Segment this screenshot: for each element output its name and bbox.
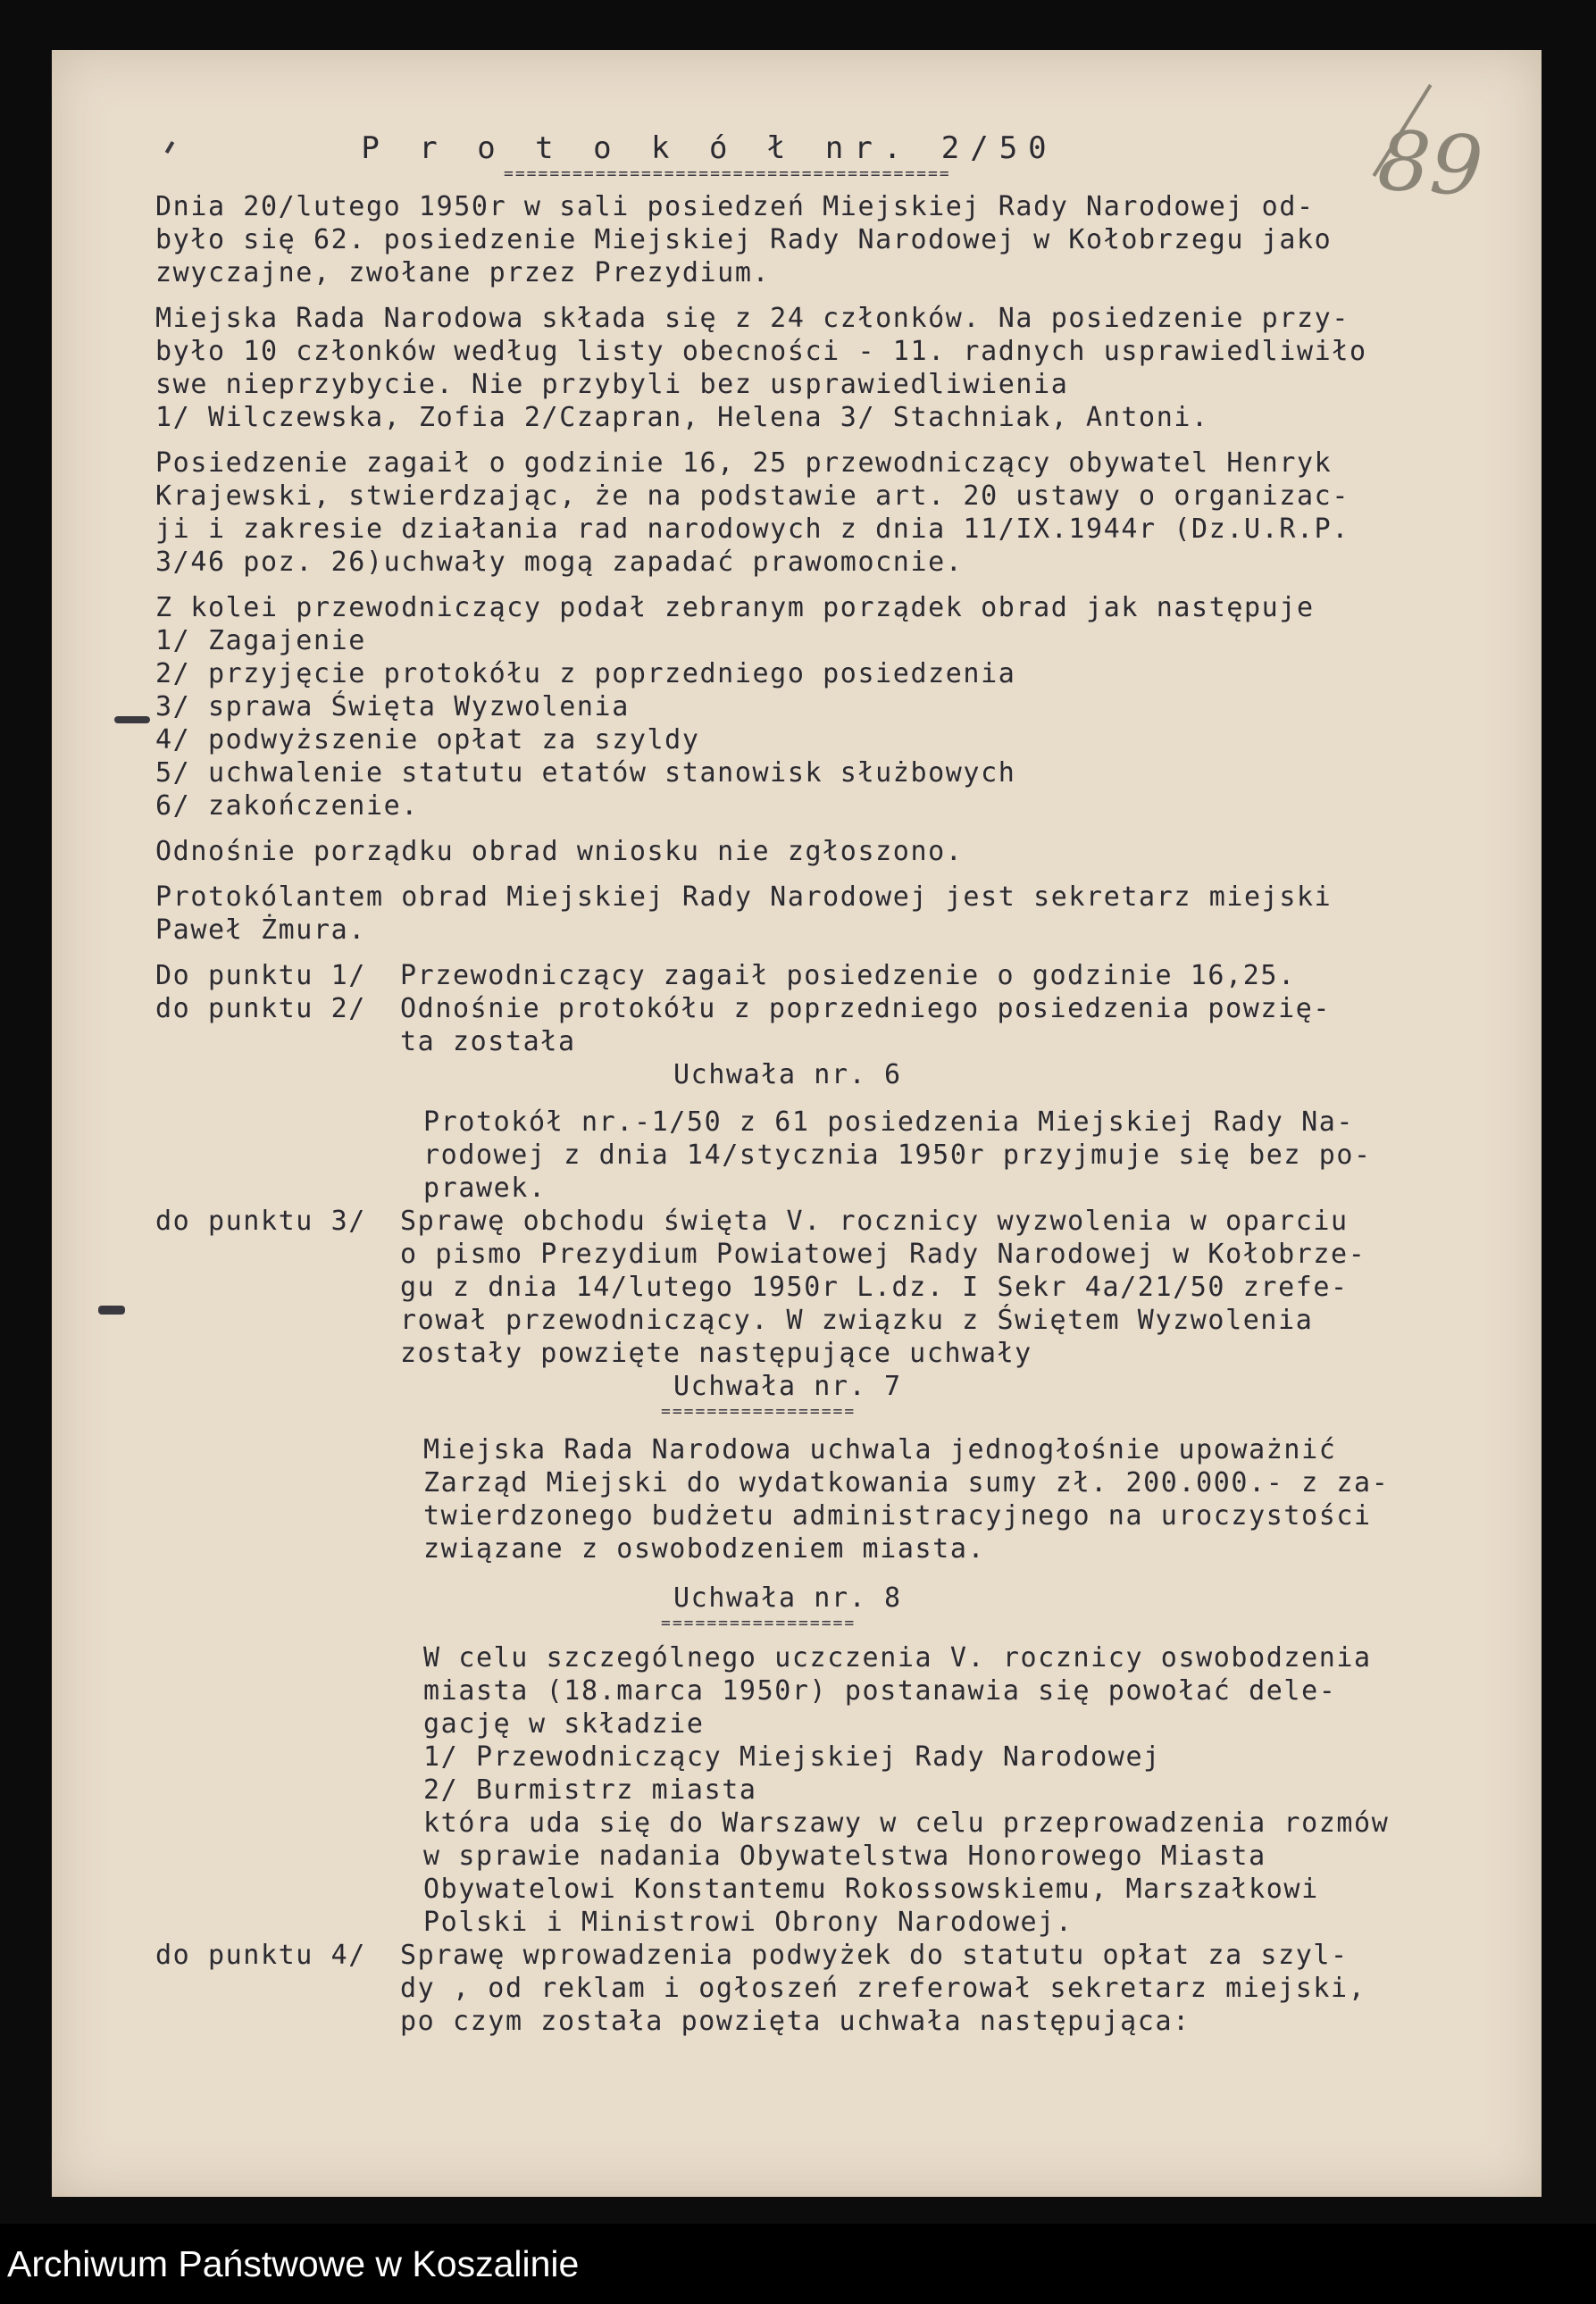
- text-line: 6/ zakończenie.: [155, 790, 419, 822]
- archive-name: Archiwum Państwowe w Koszalinie: [7, 2243, 580, 2284]
- recorder-paragraph: [155, 881, 1495, 947]
- point-text: [400, 1205, 1366, 1370]
- text-line: prawek.: [423, 1173, 547, 1204]
- document-body: [155, 132, 1495, 2038]
- text-line: Obywatelowi Konstantemu Rokossowskiemu, Marszałkowi: [423, 1874, 1319, 1905]
- text-line: 3/46 poz. 26)uchwały mogą zapadać prawomocnie.: [155, 547, 964, 578]
- resolution-8-text: [155, 1641, 1495, 1939]
- resolution-8-underline: =================: [661, 1615, 856, 1632]
- agenda-note-text: Odnośnie porządku obrad wniosku nie zgłoszono.: [155, 836, 964, 867]
- text-line: było się 62. posiedzenie Miejskiej Rady Narodowej w Kołobrzegu jako: [155, 224, 1333, 255]
- text-line: W celu szczególnego uczczenia V. rocznicy oswobodzenia: [423, 1642, 1372, 1674]
- text-line: gację w składzie: [423, 1708, 705, 1740]
- intro-paragraph: [155, 190, 1495, 289]
- text-line: 1/ Wilczewska, Zofia 2/Czapran, Helena 3/ Stachniak, Antoni.: [155, 402, 1209, 433]
- text-line: Paweł Żmura.: [155, 914, 366, 946]
- text-line: rował przewodniczący. W związku z Świętem Wyzwolenia: [400, 1305, 1314, 1336]
- document-title: P r o t o k ó ł nr. 2/50: [361, 130, 1057, 166]
- point-text: [400, 1939, 1366, 2038]
- point-3: [155, 1205, 1495, 1370]
- text-line: ji i zakresie działania rad narodowych z dnia 11/IX.1944r (Dz.U.R.P.: [155, 513, 1349, 545]
- text-line: w sprawie nadania Obywatelstwa Honorowego Miasta: [423, 1841, 1266, 1872]
- text-line: 2/ przyjęcie protokółu z poprzedniego posiedzenia: [155, 658, 1016, 689]
- text-line: Polski i Ministrowi Obrony Narodowej.: [423, 1907, 1074, 1938]
- resolution-8-heading: Uchwała nr. 8: [673, 1582, 902, 1614]
- text-line: miasta (18.marca 1950r) postanawia się powołać dele-: [423, 1675, 1337, 1707]
- text-line: Posiedzenie zagaił o godzinie 16, 25 przewodniczący obywatel Henryk: [155, 447, 1333, 479]
- text-line: Dnia 20/lutego 1950r w sali posiedzeń Miejskiej Rady Narodowej od-: [155, 191, 1315, 222]
- text-line: o pismo Prezydium Powiatowej Rady Narodowej w Kołobrze-: [400, 1239, 1366, 1270]
- text-line: 1/ Zagajenie: [155, 625, 366, 656]
- text-line: Odnośnie protokółu z poprzedniego posiedzenia powzię-: [400, 993, 1332, 1024]
- title-underline: =======================================: [504, 165, 951, 183]
- margin-dash-mark: [114, 716, 150, 723]
- text-line: było 10 członków według listy obecności - 11. radnych usprawiedliwiło: [155, 336, 1367, 367]
- text-line: 5/ uchwalenie statutu etatów stanowisk służbowych: [155, 757, 1016, 789]
- resolution-7-text: [155, 1433, 1495, 1565]
- point-label: do punktu 2/: [155, 993, 366, 1024]
- resolution-7-heading: Uchwała nr. 7: [673, 1371, 902, 1402]
- text-line: 1/ Przewodniczący Miejskiej Rady Narodowej: [423, 1741, 1161, 1773]
- point-label: do punktu 3/: [155, 1206, 366, 1237]
- text-line: Krajewski, stwierdzając, że na podstawie art. 20 ustawy o organizac-: [155, 480, 1349, 512]
- text-line: która uda się do Warszawy w celu przeprowadzenia rozmów: [423, 1807, 1390, 1839]
- text-line: 2/ Burmistrz miasta: [423, 1774, 757, 1806]
- members-paragraph: [155, 302, 1495, 434]
- point-label: Do punktu 1/: [155, 960, 366, 991]
- point-1: [155, 959, 1495, 992]
- text-line: zwyczajne, zwołane przez Prezydium.: [155, 257, 771, 288]
- text-line: rodowej z dnia 14/stycznia 1950r przyjmuje się bez po-: [423, 1139, 1372, 1171]
- point-text: [400, 959, 1296, 992]
- text-line: zostały powzięte następujące uchwały: [400, 1338, 1032, 1369]
- text-line: Miejska Rada Narodowa składa się z 24 członków. Na posiedzenie przy-: [155, 303, 1349, 334]
- text-line: Przewodniczący zagaił posiedzenie o godzinie 16,25.: [400, 960, 1296, 991]
- text-line: Zarząd Miejski do wydatkowania sumy zł. 200.000.- z za-: [423, 1467, 1390, 1498]
- opening-paragraph: [155, 447, 1495, 579]
- text-line: Miejska Rada Narodowa uchwala jednogłośnie upoważnić: [423, 1434, 1337, 1465]
- agenda-note: [155, 835, 1495, 868]
- point-2: [155, 992, 1495, 1058]
- margin-dash-mark: [98, 1306, 125, 1315]
- point-text: [400, 992, 1331, 1058]
- text-line: twierdzonego budżetu administracyjnego na uroczystości: [423, 1500, 1372, 1532]
- text-line: ta została: [400, 1026, 576, 1057]
- text-line: dy , od reklam i ogłoszeń zreferował sekretarz miejski,: [400, 1973, 1366, 2004]
- text-line: 3/ sprawa Święta Wyzwolenia: [155, 691, 630, 722]
- folio-number: 89: [1375, 113, 1486, 215]
- text-line: gu z dnia 14/lutego 1950r L.dz. I Sekr 4a/21/50 zrefe-: [400, 1272, 1349, 1303]
- text-line: Protokół nr.-1/50 z 61 posiedzenia Miejskiej Rady Na-: [423, 1106, 1355, 1138]
- text-line: swe nieprzybycie. Nie przybyli bez usprawiedliwienia: [155, 369, 1069, 400]
- text-line: Protokólantem obrad Miejskiej Rady Narodowej jest sekretarz miejski: [155, 881, 1333, 913]
- resolution-6-text: [155, 1106, 1495, 1205]
- agenda-items: [155, 624, 1495, 822]
- text-line: po czym została powzięta uchwała następująca:: [400, 2006, 1191, 2037]
- text-line: Sprawę obchodu święta V. rocznicy wyzwolenia w oparciu: [400, 1206, 1349, 1237]
- text-line: Sprawę wprowadzenia podwyżek do statutu opłat za szyl-: [400, 1940, 1349, 1971]
- point-4: [155, 1939, 1495, 2038]
- agenda-intro: Z kolei przewodniczący podał zebranym porządek obrad jak następuje: [155, 592, 1315, 623]
- resolution-7-underline: =================: [661, 1403, 856, 1421]
- text-line: związane z oswobodzeniem miasta.: [423, 1533, 986, 1565]
- agenda: [155, 591, 1495, 822]
- resolution-6-heading: Uchwała nr. 6: [673, 1059, 902, 1090]
- point-label: do punktu 4/: [155, 1940, 366, 1971]
- text-line: 4/ podwyższenie opłat za szyldy: [155, 724, 700, 755]
- archive-footer: [0, 2224, 1596, 2304]
